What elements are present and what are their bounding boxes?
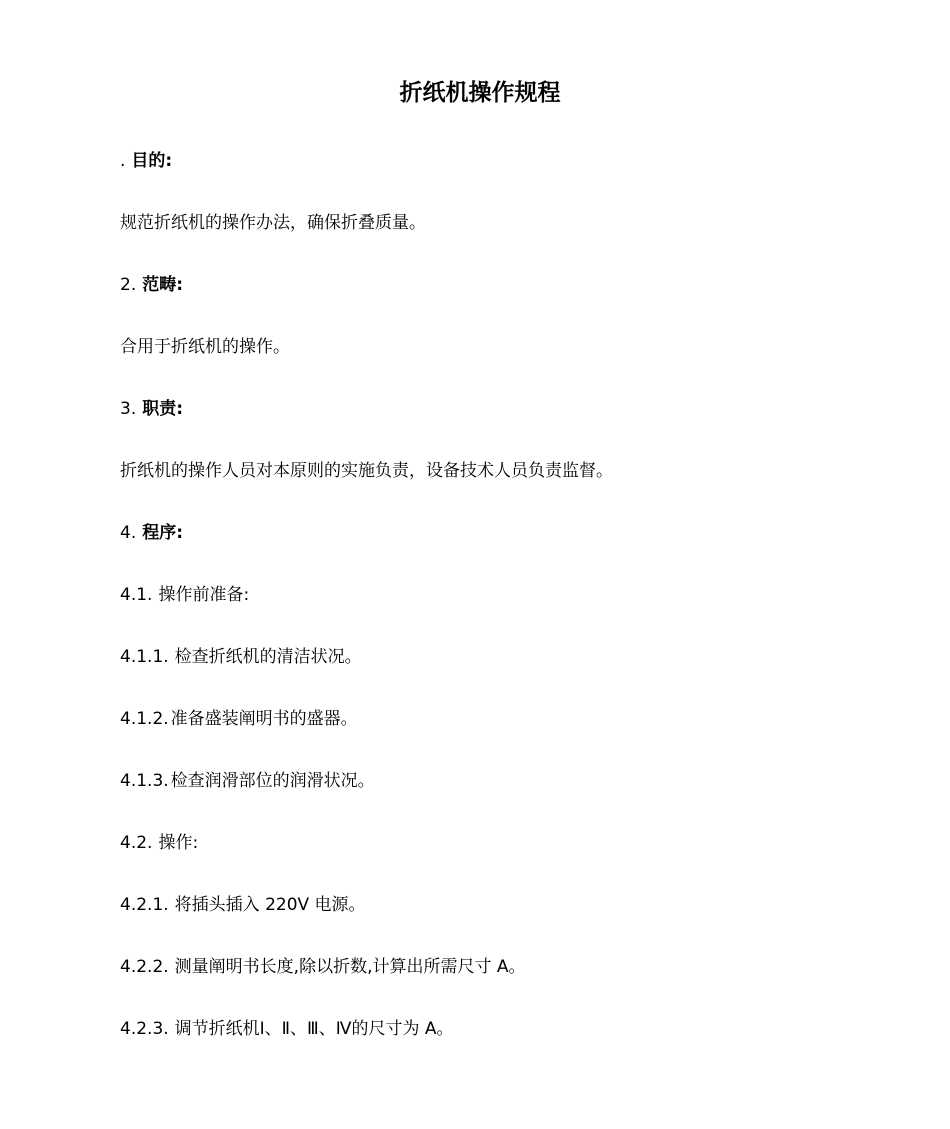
list-item — [120, 893, 366, 917]
section-heading-scope — [120, 273, 183, 297]
document-title: 折纸机操作规程 — [399, 80, 561, 106]
paragraph-scope — [120, 335, 290, 359]
section-heading-responsibility — [120, 397, 183, 421]
paragraph-purpose — [120, 211, 426, 235]
item-text: 准备盛装阐明书的盛器。 — [170, 709, 358, 729]
item-text: 检查折纸机的清洁状况。 — [174, 647, 362, 667]
item-number: 4.1.2. — [120, 709, 169, 729]
section-heading-text: 范畴: — [142, 275, 184, 295]
section-heading-text: 职责: — [142, 399, 184, 419]
item-number: 4.2. — [120, 833, 153, 853]
section-heading-text: 程序: — [142, 523, 184, 543]
item-number: 4.2.3. — [120, 1019, 169, 1039]
paragraph-text: 折纸机的操作人员对本原则的实施负责，设备技术人员负责监督。 — [120, 461, 613, 481]
item-text: 操作前准备: — [158, 585, 250, 605]
section-number: 4. — [120, 523, 137, 543]
section-heading-procedure — [120, 521, 183, 545]
section-heading-text: 目的: — [131, 151, 173, 171]
item-text: 测量阐明书长度,除以折数,计算出所需尺寸 A。 — [174, 957, 526, 977]
list-item — [120, 1017, 454, 1041]
paragraph-responsibility — [120, 459, 613, 483]
item-number: 4.2.2. — [120, 957, 169, 977]
paragraph-text: 规范折纸机的操作办法，确保折叠质量。 — [120, 213, 426, 233]
section-number: . — [120, 151, 126, 171]
item-text: 调节折纸机Ⅰ、Ⅱ、Ⅲ、Ⅳ的尺寸为 A。 — [174, 1019, 454, 1039]
item-number: 4.1.1. — [120, 647, 169, 667]
list-item — [120, 583, 249, 607]
paragraph-text: 合用于折纸机的操作。 — [120, 337, 290, 357]
item-text: 将插头插入 220V 电源。 — [174, 895, 366, 915]
item-text: 操作: — [158, 833, 199, 853]
list-item — [120, 707, 358, 731]
item-number: 4.1. — [120, 585, 153, 605]
item-text: 检查润滑部位的润滑状况。 — [170, 771, 375, 791]
item-number: 4.2.1. — [120, 895, 169, 915]
item-number: 4.1.3. — [120, 771, 169, 791]
list-item — [120, 645, 362, 669]
list-item — [120, 769, 375, 793]
section-number: 3. — [120, 399, 137, 419]
list-item — [120, 831, 198, 855]
list-item — [120, 955, 526, 979]
section-number: 2. — [120, 275, 137, 295]
section-heading-purpose — [120, 149, 172, 173]
